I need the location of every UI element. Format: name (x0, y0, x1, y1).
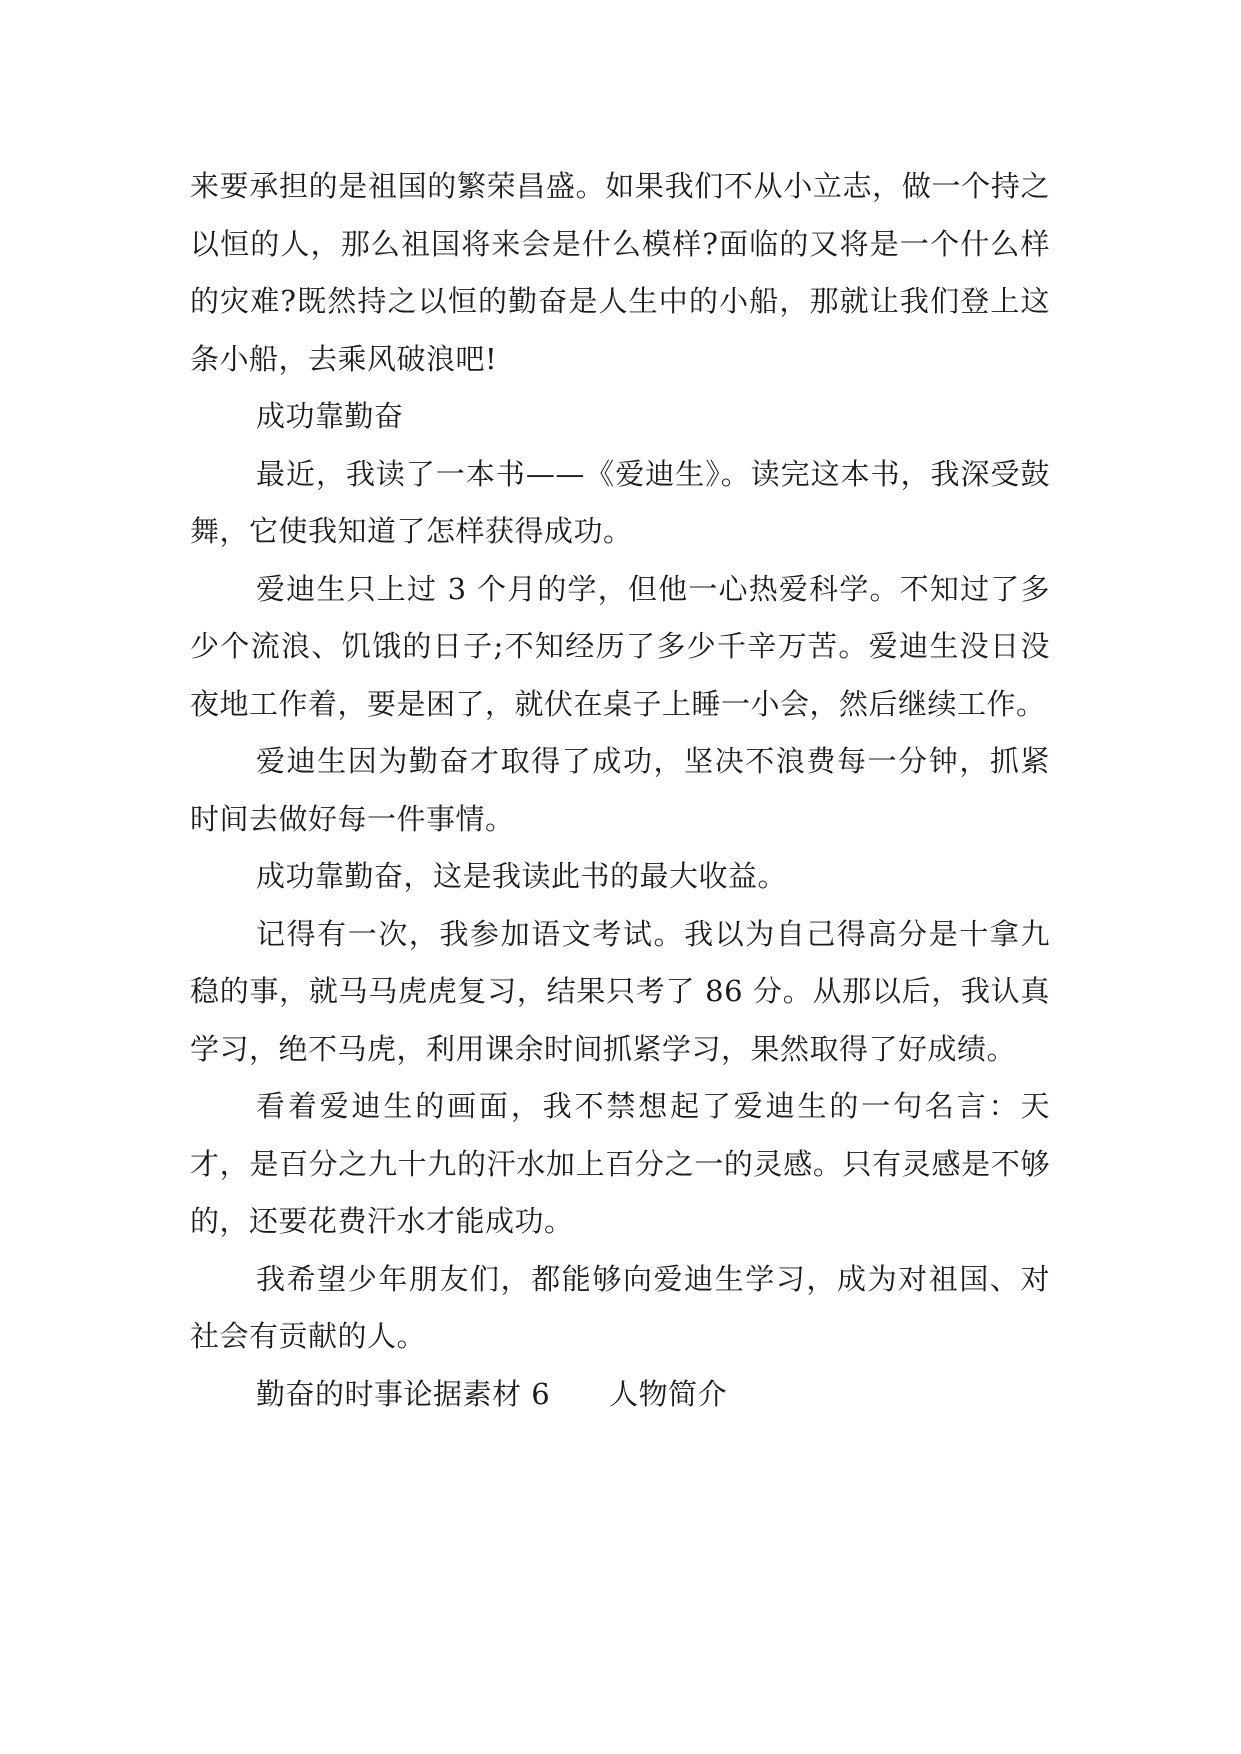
section-heading: 勤奋的时事论据素材 6 人物简介 (256, 1376, 728, 1411)
paragraph-continuation: 来要承担的是祖国的繁荣昌盛。如果我们不从小立志，做一个持之以恒的人，那么祖国将来会是什么模样?面临的又将是一个什么样的灾难?既然持之以恒的勤奋是人生中的小船，那就让我们登上这条小船，去乘风破浪吧! (190, 169, 1050, 376)
paragraph: 看着爱迪生的画面，我不禁想起了爱迪生的一句名言：天才，是百分之九十九的汗水加上百分之一的灵感。只有灵感是不够的，还要花费汗水才能成功。 (190, 1089, 1050, 1238)
document-body (190, 158, 1050, 1423)
paragraph: 我希望少年朋友们，都能够向爱迪生学习，成为对祖国、对社会有贡献的人。 (190, 1261, 1050, 1353)
paragraph: 成功靠勤奋，这是我读此书的最大收益。 (256, 859, 788, 893)
paragraph: 记得有一次，我参加语文考试。我以为自己得高分是十拿九稳的事，就马马虎虎复习，结果只考了 86 分。从那以后，我认真学习，绝不马虎，利用课余时间抓紧学习，果然取得了好成绩。 (190, 916, 1050, 1066)
paragraph: 最近，我读了一本书——《爱迪生》。读完这本书，我深受鼓舞，它使我知道了怎样获得成功。 (190, 456, 1050, 548)
paragraph: 爱迪生因为勤奋才取得了成功，坚决不浪费每一分钟，抓紧时间去做好每一件事情。 (190, 744, 1050, 836)
paragraph: 爱迪生只上过 3 个月的学，但他一心热爱科学。不知过了多少个流浪、饥饿的日子;不知经历了多少千辛万苦。爱迪生没日没夜地工作着，要是困了，就伏在桌子上睡一小会，然后继续工作。 (190, 571, 1050, 721)
section-title: 成功靠勤奋 (256, 399, 404, 433)
